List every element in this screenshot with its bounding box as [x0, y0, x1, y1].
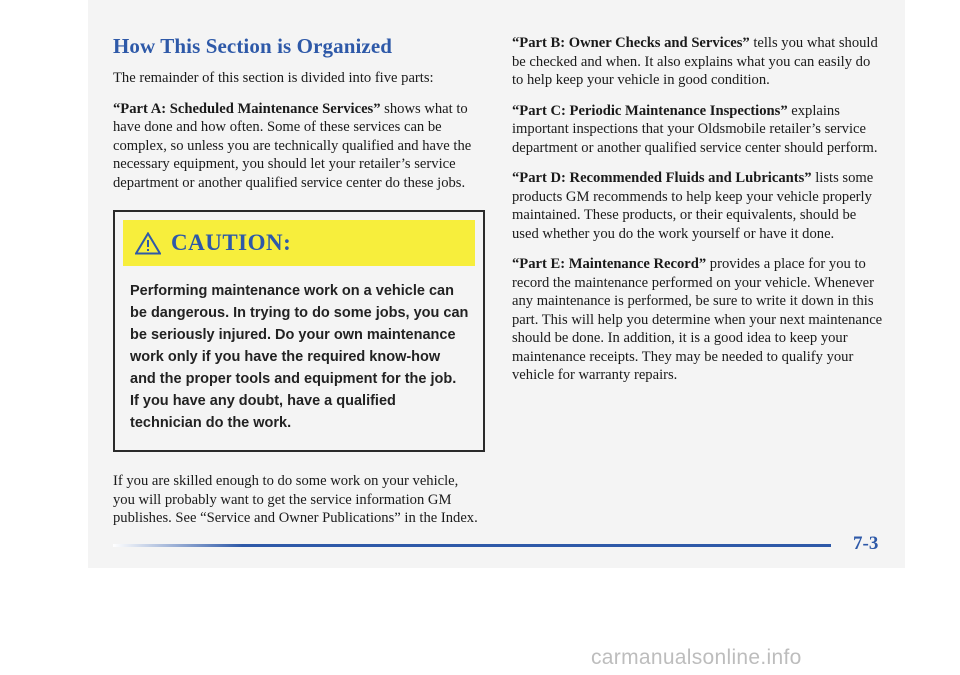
caution-heading: CAUTION: [171, 230, 292, 255]
part-c-label: “Part C: Periodic Maintenance Inspections” [512, 102, 788, 119]
watermark-link[interactable]: carmanualsonline.info [591, 646, 802, 669]
page-number: 7-3 [853, 533, 879, 554]
caution-header [123, 220, 475, 266]
left-column [113, 34, 483, 540]
caution-body: Performing maintenance work on a vehicle can be dangerous. In trying to do some jobs, you can be seriously injured. Do your own maintenance work only if you have the required know-how and the proper tools and equipment for the job. If you have any doubt, have a qualified technician do the work. [130, 283, 469, 431]
part-b-paragraph [512, 34, 884, 90]
part-a-text: shows what to have done and how often. Some of these services can be complex, so unless you are technically qualified and have the necessary equipment, you should let your retailer’s service department or another qualified service center do these jobs. [113, 100, 472, 191]
part-d-paragraph [512, 169, 884, 243]
part-d-label: “Part D: Recommended Fluids and Lubricants” [512, 170, 812, 186]
intro-text: The remainder of this section is divided into five parts: [113, 70, 434, 86]
caution-box [113, 210, 485, 452]
outro-text: If you are skilled enough to do some work on your vehicle, you will probably want to get the service information GM publishes. See “Service and Owner Publications” in the Index. [113, 473, 478, 526]
part-e-text: provides a place for you to record the maintenance performed on your vehicle. Whenever any maintenance is performed, be sure to write it down in this part. This will help you determine when your next maintenance should be done. In addition, it is a good idea to keep your maintenance receipts. They may be needed to qualify your vehicle for warranty repairs. [512, 256, 883, 383]
part-b-label: “Part B: Owner Checks and Services” [512, 35, 750, 51]
part-d-text: lists some products GM recommends to help keep your vehicle properly maintained. These products, or their equivalents, should be used whether you do the work yourself or have it done. [512, 170, 874, 242]
section-title: How This Section is Organized [113, 34, 393, 58]
part-c-text: explains important inspections that your Oldsmobile retailer’s service department or another qualified service center should perform. [512, 102, 878, 156]
part-c-paragraph [512, 102, 884, 158]
right-column [512, 34, 884, 397]
part-e-label: “Part E: Maintenance Record” [512, 256, 707, 272]
part-a-label: “Part A: Scheduled Maintenance Services” [113, 100, 381, 117]
part-a-paragraph [113, 100, 483, 193]
warning-triangle-icon [135, 232, 161, 255]
footer-rule [113, 544, 831, 547]
part-e-paragraph [512, 255, 884, 385]
part-b-text: tells you what should be checked and when. It also explains what you can easily do to help keep your vehicle in good condition. [512, 35, 878, 88]
